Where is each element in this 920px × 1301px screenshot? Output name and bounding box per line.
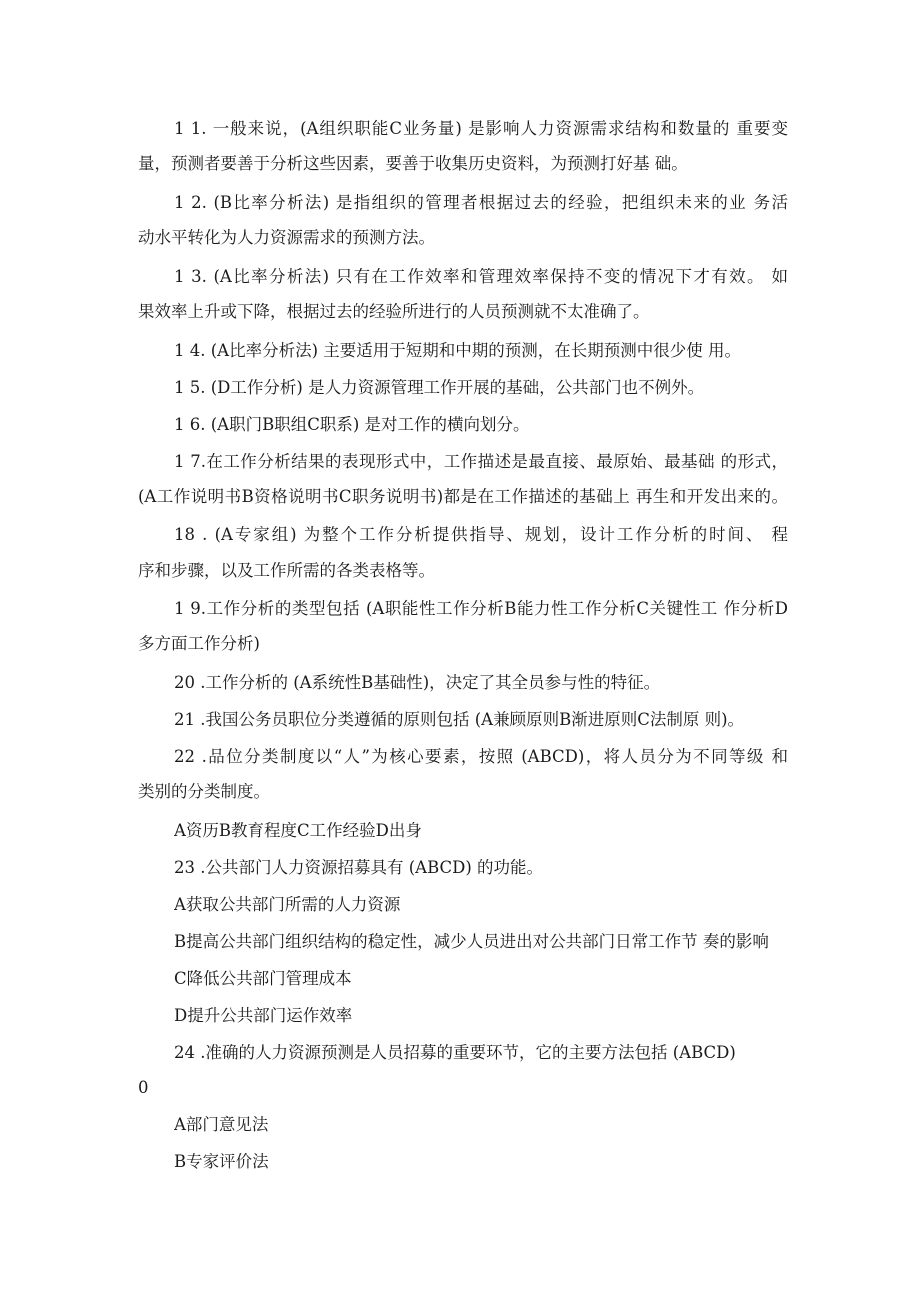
question-11-line-2: 量，预测者要善于分析这些因素，要善于收集历史资料，为预测打好基 础。 — [138, 154, 688, 173]
question-14: 1 4. (A比率分析法) 主要适用于短期和中期的预测，在长期预测中很少使 用。 — [174, 341, 742, 360]
question-13-line-2: 果效率上升或下降，根据过去的经验所进行的人员预测就不太准确了。 — [138, 302, 650, 321]
question-19-line-1: 1 9.工作分析的类型包括 (A职能性工作分析B能力性工作分析C关键性工 作分析D — [174, 599, 788, 618]
question-17-line-2: (A工作说明书B资格说明书C职务说明书)都是在工作描述的基础上 再生和开发出来的。 — [138, 487, 788, 506]
question-18-line-1: 18 . (A专家组) 为整个工作分析提供指导、规划，设计工作分析的时间、 程 — [174, 525, 788, 544]
question-17-line-1: 1 7.在工作分析结果的表现形式中，工作描述是最直接、最原始、最基础 的形式， — [174, 452, 788, 471]
question-24-option-b: B专家评价法 — [174, 1152, 269, 1171]
question-12-line-1: 1 2. (B比率分析法) 是指组织的管理者根据过去的经验，把组织未来的业 务活 — [174, 193, 788, 212]
question-24-line-1: 24 .准确的人力资源预测是人员招募的重要环节，它的主要方法包括 (ABCD) — [174, 1043, 736, 1062]
question-23-option-a: A获取公共部门所需的人力资源 — [174, 895, 401, 914]
question-12-line-2: 动水平转化为人力资源需求的预测方法。 — [138, 228, 435, 247]
question-11-line-1: 1 1. 一般来说，(A组织职能C业务量) 是影响人力资源需求结构和数量的 重要变 — [174, 119, 788, 138]
question-18-line-2: 序和步骤，以及工作所需的各类表格等。 — [138, 561, 435, 580]
question-22-options: A资历B教育程度C工作经验D出身 — [174, 821, 422, 840]
question-23-option-b: B提高公共部门组织结构的稳定性，减少人员进出对公共部门日常工作节 奏的影响 — [174, 932, 769, 951]
question-16: 1 6. (A职门B职组C职系) 是对工作的横向划分。 — [174, 415, 530, 434]
question-20: 20 .工作分析的 (A系统性B基础性)，决定了其全员参与性的特征。 — [174, 673, 661, 692]
question-19-line-2: 多方面工作分析) — [138, 634, 260, 653]
question-23: 23 .公共部门人力资源招募具有 (ABCD) 的功能。 — [174, 858, 544, 877]
question-21: 21 .我国公务员职位分类遵循的原则包括 (A兼顾原则B渐进原则C法制原 则)。 — [174, 710, 745, 729]
question-23-option-c: C降低公共部门管理成本 — [174, 969, 352, 988]
question-23-option-d: D提升公共部门运作效率 — [174, 1006, 353, 1025]
question-13-line-1: 1 3. (A比率分析法) 只有在工作效率和管理效率保持不变的情况下才有效。 如 — [174, 267, 788, 286]
question-22-line-2: 类别的分类制度。 — [138, 782, 270, 801]
question-22-line-1: 22 .品位分类制度以“人”为核心要素，按照 (ABCD)，将人员分为不同等级 和 — [174, 747, 788, 766]
question-24-line-2: 0 — [138, 1078, 149, 1097]
question-15: 1 5. (D工作分析) 是人力资源管理工作开展的基础，公共部门也不例外。 — [174, 378, 705, 397]
question-24-option-a: A部门意见法 — [174, 1115, 269, 1134]
